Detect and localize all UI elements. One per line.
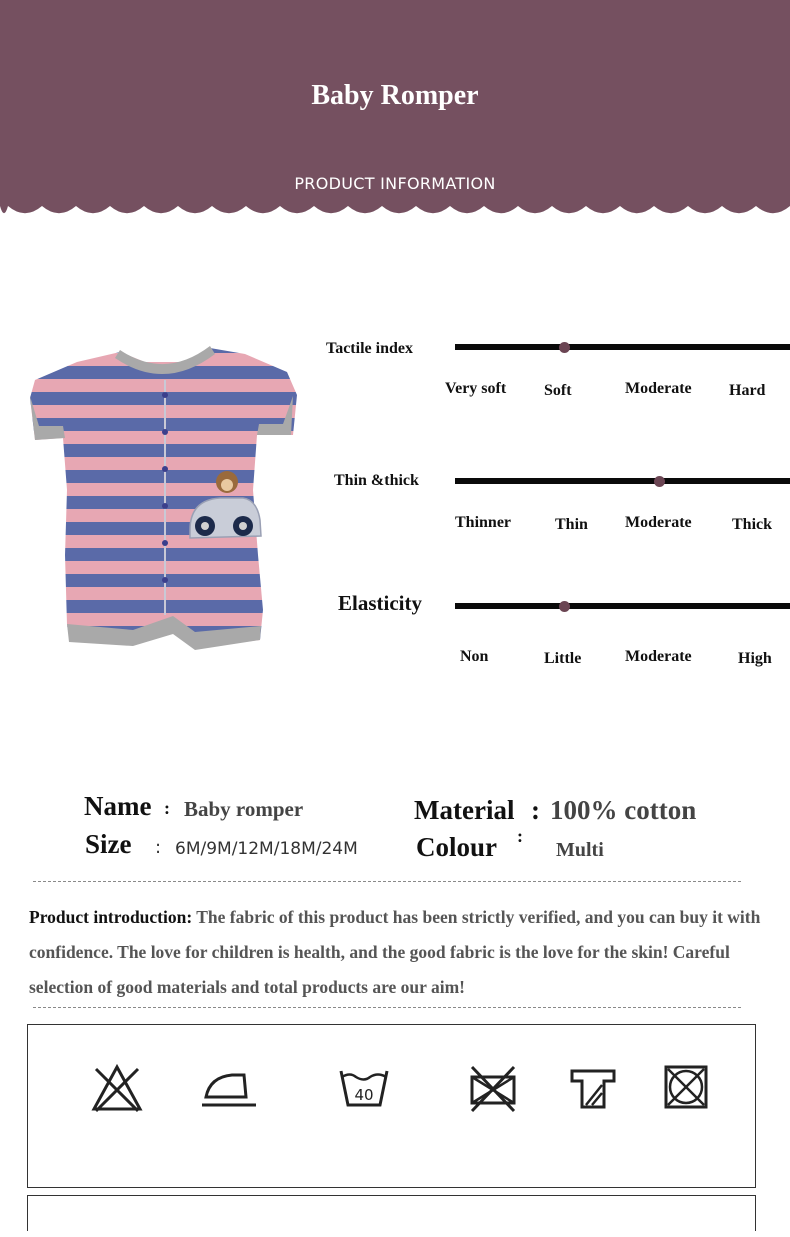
colour-value: Multi [556,839,604,861]
index-title-1: Thin &thick [334,472,419,489]
index-option: Moderate [625,380,692,397]
index-bar-1 [455,478,790,484]
romper-image [25,340,300,660]
index-marker-2 [559,601,570,612]
index-marker-0 [559,342,570,353]
wash-40-icon [338,1067,390,1109]
index-option: Non [460,648,489,665]
size-value: 6M/9M/12M/18M/24M [175,839,358,859]
index-option: Moderate [625,648,692,665]
introduction-label: Product introduction: [29,907,193,927]
index-option: Moderate [625,514,692,531]
index-option: Thinner [455,514,512,531]
index-title-2: Elasticity [338,591,422,615]
no-dry-clean-icon [664,1065,708,1109]
name-value: Baby romper [184,797,304,821]
index-option: Little [544,650,582,667]
size-separator: : [155,837,162,858]
divider-bottom [33,1007,741,1008]
drip-dry-icon [568,1067,618,1111]
bottom-box [27,1195,756,1231]
no-tumble-dry-icon [468,1065,518,1113]
product-introduction [29,900,769,1005]
name-separator: : [164,798,170,818]
index-title-0: Tactile index [326,340,413,357]
name-label: Name [84,791,152,821]
index-option: Thin [555,516,588,533]
divider-top [33,881,741,882]
index-option: Soft [544,382,572,399]
index-option: Hard [729,382,766,399]
material-label: Material [414,795,515,825]
page-title: Baby Romper [311,80,479,111]
care-instructions-box [27,1024,756,1188]
size-label: Size [85,829,132,859]
colour-label: Colour [416,832,497,862]
introduction-text: The fabric of this product has been strictly verified, and you can buy it with confidence. The love for children is health, and the good fabric is the love for the skin! Careful selection of good materials and total products are our aim! [29,907,761,997]
index-bar-0 [455,344,790,350]
index-bar-2 [455,603,790,609]
material-separator: : [531,795,540,825]
index-option: Thick [732,516,773,533]
index-option: High [738,650,772,667]
iron-icon [198,1067,260,1113]
page-subtitle: PRODUCT INFORMATION [294,174,496,193]
wash-temperature: 40 [354,1086,374,1104]
colour-separator: : [517,826,523,846]
index-option: Very soft [445,380,507,397]
index-marker-1 [654,476,665,487]
material-value: 100% cotton [550,795,697,825]
no-bleach-icon [90,1063,144,1115]
